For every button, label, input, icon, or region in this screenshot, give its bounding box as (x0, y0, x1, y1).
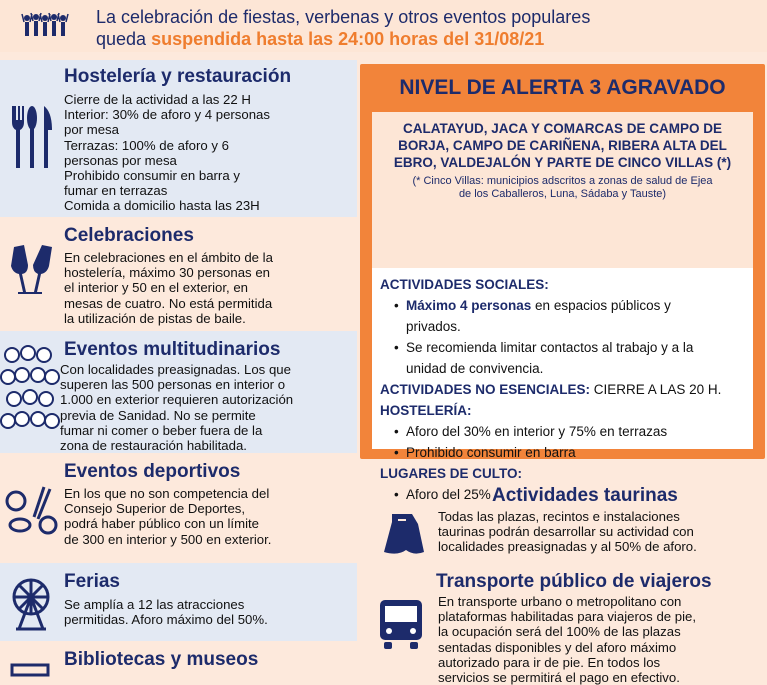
celebraciones-title: Celebraciones (64, 225, 194, 246)
deportivos-text: En los que no son competencia del Consejo Superior de Deportes, podrá haber público con un límite de 300 en interior y 500 en exterior. (64, 486, 272, 547)
hosteleria-item: • Prohibido consumir en barra (380, 442, 745, 463)
crowd-celebration-icon (22, 12, 68, 40)
section-taurinas (372, 478, 767, 564)
deportivos-title: Eventos deportivos (64, 461, 241, 482)
crowd-icon (2, 343, 60, 439)
alert-title: NIVEL DE ALERTA 3 AGRAVADO (399, 76, 726, 99)
hosteleria-label: HOSTELERÍA: (380, 403, 472, 418)
taurinas-text: Todas las plazas, recintos e instalaciones taurinas podrán desarrollar su actividad con localidades preasignadas y al 50% de aforo. (438, 509, 697, 555)
top-banner: La celebración de fiestas, verbenas y otros eventos populares queda suspendida hasta las 24:00 horas del 31/08/21 (0, 0, 767, 52)
ferris-wheel-icon (8, 573, 54, 633)
alert-places: CALATAYUD, JACA Y COMARCAS DE CAMPO DE BORJA, CAMPO DE CARIÑENA, RIBERA ALTA DEL EBRO, VALDEJALÓN Y PARTE DE CINCO VILLAS (*) (* Cinco Villas: municipios adscritos a zonas de salud de Ejea de los Caballeros, Luna, Sádaba y Tauste) (372, 112, 753, 268)
culto-item: • Aforo del 25% (380, 484, 745, 505)
no-esenciales-label: ACTIVIDADES NO ESENCIALES: CIERRE A LAS 20 H. (380, 382, 722, 397)
sociales-item: • Máximo 4 personas en espacios públicos y privados. (380, 295, 745, 337)
section-multitudinarios (0, 331, 357, 453)
multitudinarios-text: Con localidades preasignadas. Los que superen las 500 personas en interior o 1.000 en exterior requieren autorización previa de Sanidad. No se permite fumar ni comer o beber fuera de la zona de restauración habilitada. (60, 362, 294, 454)
sociales-label: ACTIVIDADES SOCIALES: (380, 277, 549, 292)
bus-icon (376, 598, 426, 650)
champagne-glasses-icon (6, 239, 58, 299)
section-transporte (372, 564, 767, 685)
section-deportivos (0, 453, 357, 563)
ferias-title: Ferias (64, 571, 120, 592)
alert-measures (372, 268, 753, 505)
section-bibliotecas (0, 641, 357, 675)
hosteleria-title: Hostelería y restauración (64, 66, 292, 87)
section-celebraciones (0, 217, 357, 331)
ferias-text: Se amplía a 12 las atracciones permitidas. Aforo máximo del 50%. (64, 597, 268, 628)
library-icon (10, 663, 50, 675)
bullfighter-cape-icon (378, 512, 426, 556)
section-ferias (0, 563, 357, 641)
celebraciones-text: En celebraciones en el ámbito de la hostelería, máximo 30 personas en el interior y 50 en el exterior, en mesas de cuatro. No está permitida la utilización de pistas de baile. (64, 250, 273, 326)
taurinas-title: Actividades taurinas (492, 485, 678, 506)
cutlery-icon (6, 102, 58, 172)
hosteleria-text: Cierre de la actividad a las 22 H Interior: 30% de aforo y 4 personas por mesa Terrazas: 100% de aforo y 6 personas por mesa Prohibido consumir en barra y fumar en terrazas Comida a domicilio hasta las 23H (64, 92, 270, 214)
hosteleria-item: • Aforo del 30% en interior y 75% en terrazas (380, 421, 745, 442)
culto-label: LUGARES DE CULTO: (380, 466, 523, 481)
section-hosteleria (0, 60, 357, 217)
sports-equipment-icon (4, 481, 60, 537)
transporte-title: Transporte público de viajeros (436, 571, 712, 592)
sociales-item: • Se recomienda limitar contactos al trabajo y a la unidad de convivencia. (380, 337, 745, 379)
multitudinarios-title: Eventos multitudinarios (64, 339, 281, 360)
transporte-text: En transporte urbano o metropolitano con plataformas habilitadas para viajeros de pie, la ocupación será del 100% de las plazas sentadas disponibles y del aforo máximo autorizado para ir de pie. En todos los servicios se permitirá el pago en efectivo. (438, 594, 697, 685)
bibliotecas-title: Bibliotecas y museos (64, 649, 259, 670)
